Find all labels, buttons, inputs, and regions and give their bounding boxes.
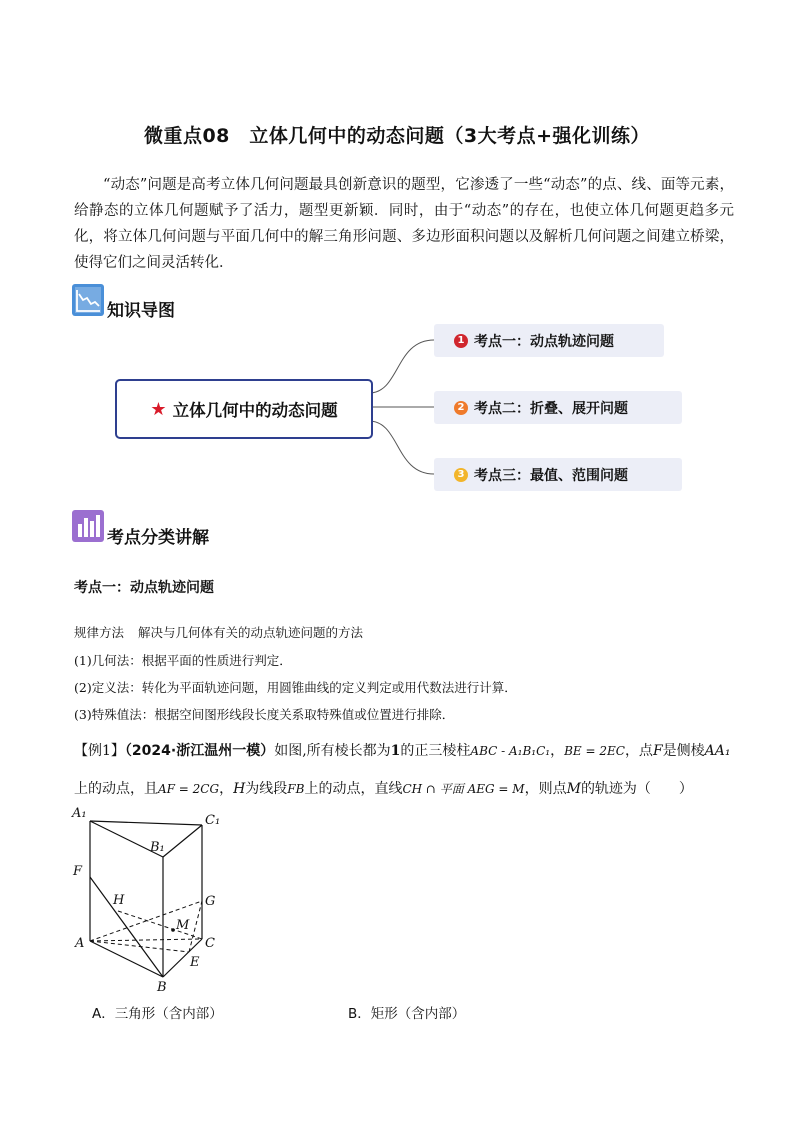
classification-icon [72,510,104,546]
method-label: 规律方法 [74,625,125,640]
label-b1: B₁ [150,840,165,855]
example-source: （2024·浙江温州一模） [124,743,275,759]
option-a: A．三角形（含内部） [92,1006,223,1022]
number-badge-icon: 3 [454,468,468,482]
kp1-title: 考点一：动点轨迹问题 [74,580,214,596]
intro-paragraph: “动态”问题是高考立体几何问题最具创新意识的题型，它渗透了一些“动态”的点、线、面等元素，给静态的立体几何题赋予了活力，题型更新颖．同时，由于“动态”的存在，也使立体几何题更趋多元化，将立体几何问题与平面几何中的解三角形问题、多边形面积问题以及解析几何问题之间建立桥梁，使得它们之间灵活转化． [74,177,734,271]
edge-a1c1 [90,821,202,825]
point-label: M [566,781,581,797]
mindmap-node-3 [434,458,682,491]
example-text: 如图,所有棱长都为 [274,743,391,759]
example-text: 的正三棱柱 [400,743,471,759]
mindmap-node-label: 考点二：折叠、展开问题 [474,400,628,417]
label-b: B [157,980,167,995]
label-c: C [205,936,215,951]
segment-ae [90,941,189,952]
edge-label: AA₁ [704,743,731,759]
example-text: 的轨迹为（ ） [580,781,693,797]
segment-fb [90,877,163,977]
label-f: F [73,864,83,879]
label-a1: A₁ [72,806,87,821]
mindmap-node-2 [434,391,682,424]
label-a: A [75,936,85,951]
example-text: 上的动点，直线 [304,781,403,797]
example-text: 是侧棱 [662,743,705,759]
mindmap-center-label: 立体几何中的动态问题 [172,401,338,420]
knowledge-map-heading: 知识导图 [107,301,175,321]
point-label: H [233,781,246,797]
example-line-1: 【例1】（2024·浙江温州一模）如图,所有棱长都为1的正三棱柱ABC - A₁B₁C₁，BE = 2EC，点F是侧棱AA₁ [74,743,731,759]
classification-heading: 考点分类讲解 [107,528,209,548]
segment-eg [189,901,202,952]
example-text: 为线段 [245,781,288,797]
prism-notation: ABC - A₁B₁C₁ [470,744,551,758]
point-m [171,928,175,932]
example-line-2 [74,779,734,799]
mindmap-node-label: 考点三：最值、范围问题 [474,467,628,484]
edge-ac-hidden [90,939,202,941]
number-badge-icon: 2 [454,401,468,415]
number-badge-icon: 1 [454,334,468,348]
label-c1: C₁ [205,813,221,828]
mindmap-connectors [0,0,794,520]
label-g: G [205,894,216,909]
example-text: ， [219,781,234,797]
method-item-2: (2)定义法：转化为平面轨迹问题，用圆锥曲线的定义判定或用代数法进行计算． [74,680,517,695]
edge-b1c1 [163,825,202,857]
mindmap-node-label: 考点一：动点轨迹问题 [474,333,614,350]
label-h: H [113,893,125,908]
example-tag: 【例1】 [74,743,125,759]
edge-ab [90,941,163,977]
example-text: ，则点 [524,781,567,797]
label-e: E [190,955,200,970]
mindmap-node-1 [434,324,664,357]
segment-hc [118,911,202,939]
page-title: 微重点08 立体几何中的动态问题（3大考点+强化训练） [143,125,651,147]
vector-relation-1: BE = 2EC [564,744,625,758]
method-header [74,623,363,641]
vector-relation-2: AF = 2CG [158,782,220,796]
mindmap-center-node [115,379,373,439]
prism-figure [68,805,228,995]
segment-label: FB [287,782,305,796]
point-label: F [652,743,663,759]
method-item-1: (1)几何法：根据平面的性质进行判定． [74,653,292,668]
example-text: ，点 [624,743,653,759]
label-m: M [176,918,190,933]
method-item-3: (3)特殊值法：根据空间图形线段长度关系取特殊值或位置进行排除． [74,707,455,722]
method-description: 解决与几何体有关的动点轨迹问题的方法 [138,625,364,640]
example-value: 1 [390,743,401,759]
star-icon: ★ [150,398,167,420]
option-b: B．矩形（含内部） [348,1006,466,1022]
example-text: 上的动点，且 [74,781,158,797]
intersection-relation: CH ∩ 平面 AEG = M [402,782,525,796]
